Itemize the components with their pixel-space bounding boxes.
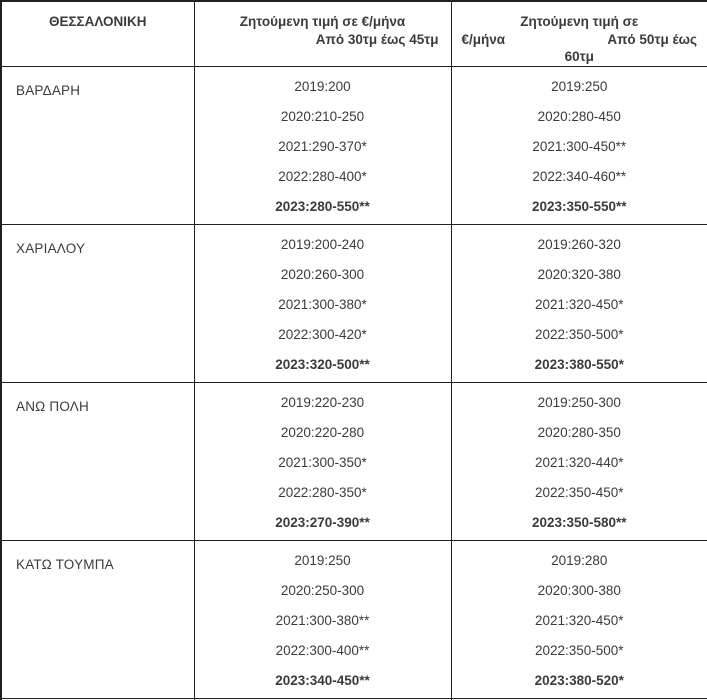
price-line: 2021:300-380** (275, 612, 370, 628)
price-line: 2022:350-500* (534, 642, 624, 658)
price-line: 2022:340-460** (532, 168, 627, 184)
price-line: 2021:300-380* (278, 296, 367, 312)
price-line: 2020:260-300 (280, 266, 365, 282)
price-line: 2023:270-390** (275, 514, 370, 530)
area-name: ΑΝΩ ΠΟΛΗ (1, 382, 194, 540)
price-cell-30-45 (194, 66, 451, 224)
price-line: 2020:250-300 (280, 582, 365, 598)
price-cell-50-60 (451, 66, 707, 224)
price-line: 2019:280 (551, 552, 608, 568)
header-col3-line2-left: €/μήνα (461, 31, 506, 47)
price-line: 2021:300-450** (532, 138, 627, 154)
price-line: 2021:320-450* (534, 612, 624, 628)
price-line: 2023:340-450** (275, 672, 370, 688)
price-line: 2023:350-580** (531, 514, 627, 530)
price-line: 2022:350-450* (534, 484, 624, 500)
price-line: 2020:280-450 (537, 108, 621, 124)
area-name: ΧΑΡΙΑΛΟΥ (1, 224, 194, 382)
header-row (1, 1, 707, 66)
price-cell-30-45 (194, 382, 451, 540)
price-line: 2021:320-440* (534, 454, 624, 470)
table-row (1, 540, 707, 698)
header-region (1, 1, 194, 66)
price-line: 2023:320-500** (275, 356, 370, 372)
region-title: ΘΕΣΣΑΛΟΝΙΚΗ (48, 14, 147, 29)
price-cell-50-60 (451, 382, 707, 540)
header-col2-line2: Από 30τμ έως 45τμ (315, 31, 439, 47)
price-line: 2022:300-420* (278, 326, 367, 342)
price-line: 2023:280-550** (275, 198, 370, 214)
price-line: 2019:220-230 (280, 394, 365, 410)
price-line: 2022:300-400** (275, 642, 370, 658)
price-cell-30-45 (194, 540, 451, 698)
area-name: ΚΑΤΩ ΤΟΥΜΠΑ (1, 540, 194, 698)
price-cell-50-60 (451, 224, 707, 382)
price-cell-30-45 (194, 224, 451, 382)
price-line: 2020:300-380 (537, 582, 621, 598)
price-line: 2020:220-280 (280, 424, 365, 440)
price-line: 2019:250 (294, 552, 351, 568)
price-line: 2019:200 (294, 78, 351, 94)
price-line: 2023:350-550** (531, 198, 627, 214)
header-col3-line1: Ζητούμενη τιμή σε (520, 14, 639, 29)
price-line: 2020:280-350 (537, 424, 621, 440)
header-size-50-60 (451, 1, 707, 66)
price-line: 2019:250 (551, 78, 608, 94)
price-line: 2020:320-380 (537, 266, 621, 282)
area-name: ΒΑΡΔΑΡΗ (1, 66, 194, 224)
price-line: 2023:380-550* (534, 356, 624, 372)
header-size-30-45 (194, 1, 451, 66)
header-col2-line1: Ζητούμενη τιμή σε €/μήνα (239, 14, 406, 29)
price-line: 2022:280-350* (278, 484, 367, 500)
price-line: 2019:250-300 (537, 394, 621, 410)
header-col3-line2-right: Από 50τμ έως (607, 31, 697, 47)
price-line: 2019:260-320 (537, 236, 621, 252)
table-row (1, 382, 707, 540)
price-line: 2022:350-500* (534, 326, 624, 342)
header-col3-line3: 60τμ (564, 49, 594, 64)
table-row (1, 66, 707, 224)
price-line: 2022:280-400* (278, 168, 367, 184)
price-line: 2021:300-350* (278, 454, 367, 470)
table-row (1, 224, 707, 382)
price-line: 2023:380-520* (534, 672, 624, 688)
price-cell-50-60 (451, 540, 707, 698)
price-line: 2019:200-240 (280, 236, 365, 252)
price-line: 2021:290-370* (278, 138, 367, 154)
price-line: 2020:210-250 (280, 108, 365, 124)
header-col3-line2 (452, 31, 707, 49)
price-line: 2021:320-450* (534, 296, 624, 312)
